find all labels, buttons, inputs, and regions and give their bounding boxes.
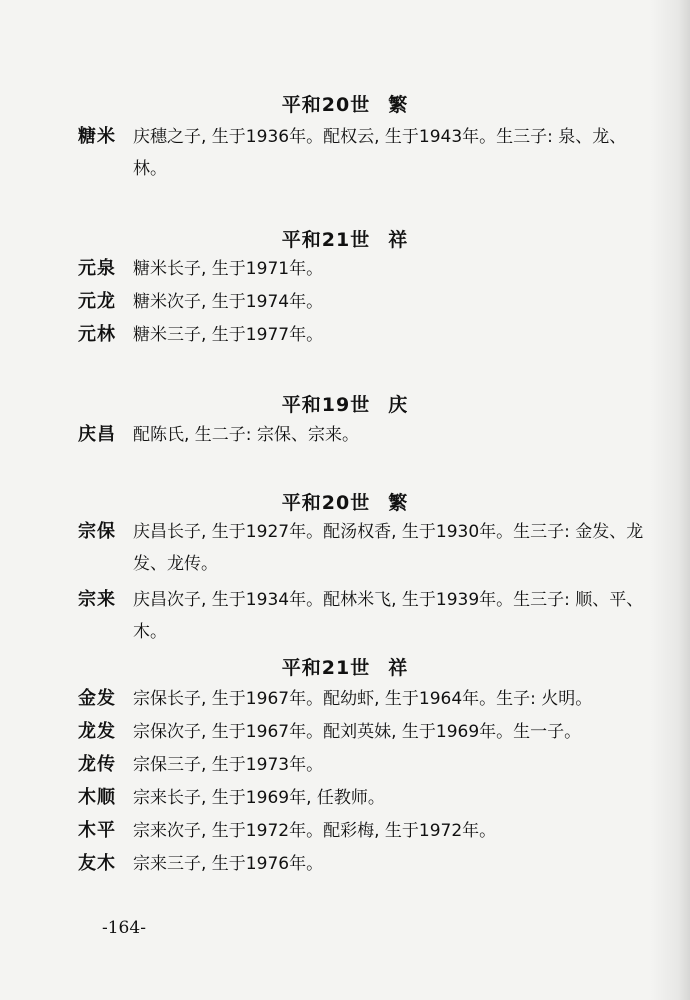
section-heading [0, 390, 690, 417]
person-description: 糖米长子, 生于1971年。 [133, 259, 324, 279]
heading-generation-char: 繁 [388, 94, 409, 116]
person-name: 金发 [78, 688, 116, 709]
genealogy-entry [78, 253, 653, 285]
person-description: 宗来长子, 生于1969年, 任教师。 [133, 788, 385, 808]
person-description: 宗来三子, 生于1976年。 [133, 854, 324, 874]
person-description: 庆昌次子, 生于1934年。配林米飞, 生于1939年。生三子: 顺、平、木。 [133, 590, 644, 642]
person-name: 元龙 [78, 291, 116, 312]
genealogy-entry [78, 848, 653, 880]
heading-generation-char: 庆 [388, 394, 409, 416]
genealogy-entry [78, 286, 653, 318]
genealogy-entry [78, 749, 653, 781]
person-name: 龙发 [78, 721, 116, 742]
section-heading [0, 90, 690, 117]
person-name: 宗来 [78, 589, 116, 610]
genealogy-entry [78, 319, 653, 351]
person-description: 配陈氏, 生二子: 宗保、宗来。 [133, 425, 359, 445]
genealogy-entry [78, 584, 653, 648]
person-description: 宗来次子, 生于1972年。配彩梅, 生于1972年。 [133, 821, 497, 841]
genealogy-entry [78, 815, 653, 847]
genealogy-entry [78, 121, 653, 185]
heading-generation-char: 祥 [388, 229, 409, 251]
genealogy-entry [78, 419, 653, 451]
person-name: 元泉 [78, 258, 116, 279]
person-description: 庆穗之子, 生于1936年。配权云, 生于1943年。生三子: 泉、龙、林。 [133, 127, 627, 179]
genealogy-entry [78, 683, 653, 715]
person-name: 龙传 [78, 754, 116, 775]
person-name: 木平 [78, 820, 116, 841]
genealogy-entry [78, 782, 653, 814]
person-description: 宗保长子, 生于1967年。配幼虾, 生于1964年。生子: 火明。 [133, 689, 593, 709]
genealogy-entry [78, 516, 653, 580]
page-number: -164- [102, 918, 146, 938]
heading-generation-char: 繁 [388, 492, 409, 514]
person-name: 友木 [78, 853, 116, 874]
genealogy-entry [78, 716, 653, 748]
person-description: 庆昌长子, 生于1927年。配汤权香, 生于1930年。生三子: 金发、龙发、龙传。 [133, 522, 644, 574]
person-name: 糖米 [78, 126, 116, 147]
person-name: 庆昌 [78, 424, 116, 445]
section-heading [0, 488, 690, 515]
person-description: 宗保次子, 生于1967年。配刘英妹, 生于1969年。生一子。 [133, 722, 582, 742]
person-name: 宗保 [78, 521, 116, 542]
person-name: 元林 [78, 324, 116, 345]
heading-title: 平和20世 [281, 492, 371, 514]
section-heading [0, 225, 690, 252]
section-heading [0, 653, 690, 680]
person-description: 糖米三子, 生于1977年。 [133, 325, 324, 345]
person-name: 木顺 [78, 787, 116, 808]
heading-generation-char: 祥 [388, 657, 409, 679]
heading-title: 平和21世 [281, 657, 371, 679]
heading-title: 平和21世 [281, 229, 371, 251]
heading-title: 平和20世 [281, 94, 371, 116]
person-description: 宗保三子, 生于1973年。 [133, 755, 324, 775]
person-description: 糖米次子, 生于1974年。 [133, 292, 324, 312]
heading-title: 平和19世 [281, 394, 371, 416]
